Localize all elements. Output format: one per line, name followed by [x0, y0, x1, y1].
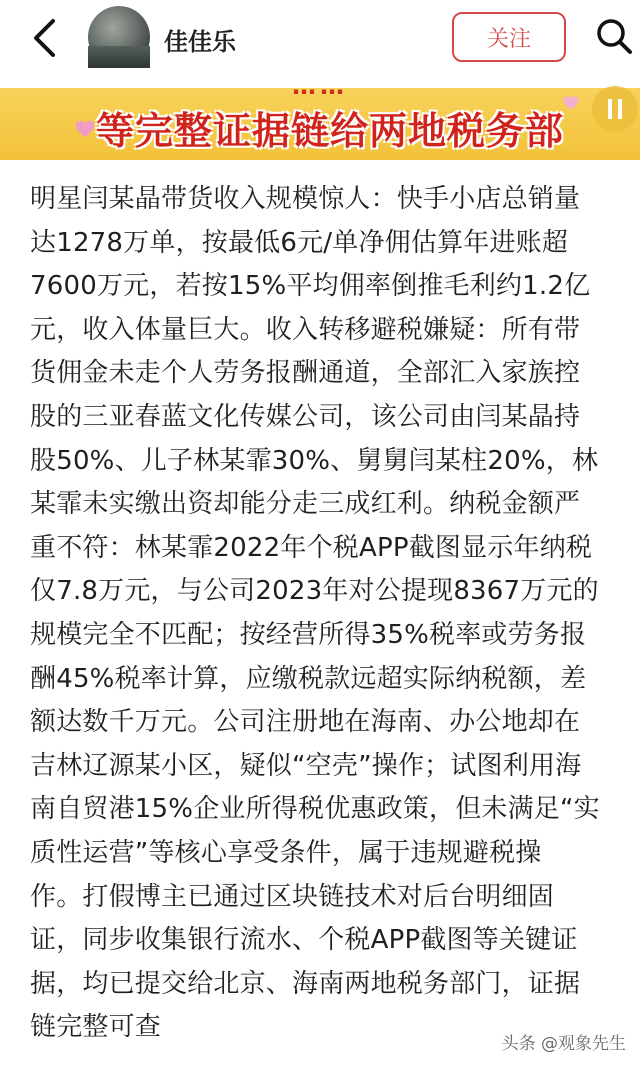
- article-line: 证，同步收集银行流水、个税APP截图等关键证: [30, 925, 578, 956]
- article-line: 吉林辽源某小区，疑似“空壳”操作；试图利用海: [30, 750, 582, 781]
- article-line: 股的三亚春蓝文化传媒公司，该公司由闫某晶持: [30, 401, 581, 432]
- banner-cropped-text: ……: [292, 72, 348, 100]
- article-line: 链完整可查: [30, 1012, 162, 1043]
- article-line: 股50%、儿子林某霏30%、舅舅闫某柱20%，林: [30, 445, 599, 476]
- article-line: 仅7.8万元，与公司2023年对公提现8367万元的: [30, 576, 599, 607]
- search-icon: [594, 16, 634, 56]
- pause-icon: [605, 97, 625, 121]
- back-button[interactable]: [22, 14, 66, 62]
- article-line: 货佣金未走个人劳务报酬通道，全部汇入家族控: [30, 358, 581, 389]
- watermark: 头条 @观象先生: [501, 1034, 626, 1054]
- username[interactable]: 佳佳乐: [164, 28, 236, 56]
- avatar[interactable]: [88, 6, 150, 68]
- article-line: 7600万元，若按15%平均佣率倒推毛利约1.2亿: [30, 271, 591, 302]
- follow-button[interactable]: 关注: [452, 12, 566, 62]
- pause-button[interactable]: [592, 86, 638, 132]
- image-banner: [0, 72, 640, 160]
- article-body: [30, 178, 630, 1050]
- article-line: 某霏未实缴出资却能分走三成红利。纳税金额严: [30, 489, 581, 520]
- chevron-left-icon: [31, 18, 57, 58]
- search-button[interactable]: [592, 12, 636, 60]
- article-line: 额达数千万元。公司注册地在海南、办公地却在: [30, 707, 581, 738]
- article-line: 作。打假博主已通过区块链技术对后台明细固: [30, 881, 555, 912]
- banner-title: 等完整证据链给两地税务部: [96, 108, 565, 153]
- top-navigation-bar: [0, 0, 640, 78]
- article-line: 重不符：林某霏2022年个税APP截图显示年纳税: [30, 532, 593, 563]
- article-line: 质性运营”等核心享受条件，属于违规避税操: [30, 837, 542, 868]
- heart-icon: [74, 118, 96, 140]
- article-line: 元，收入体量巨大。收入转移避税嫌疑：所有带: [30, 314, 581, 345]
- article-line: 据，均已提交给北京、海南两地税务部门，证据: [30, 968, 581, 999]
- article-line: 规模完全不匹配；按经营所得35%税率或劳务报: [30, 619, 587, 650]
- article-line: 达1278万单，按最低6元/单净佣估算年进账超: [30, 227, 569, 258]
- article-line: 南自贸港15%企业所得税优惠政策，但未满足“实: [30, 794, 600, 825]
- article-line: 酬45%税率计算，应缴税款远超实际纳税额，差: [30, 663, 587, 694]
- article-line: 明星闫某晶带货收入规模惊人：快手小店总销量: [30, 184, 581, 214]
